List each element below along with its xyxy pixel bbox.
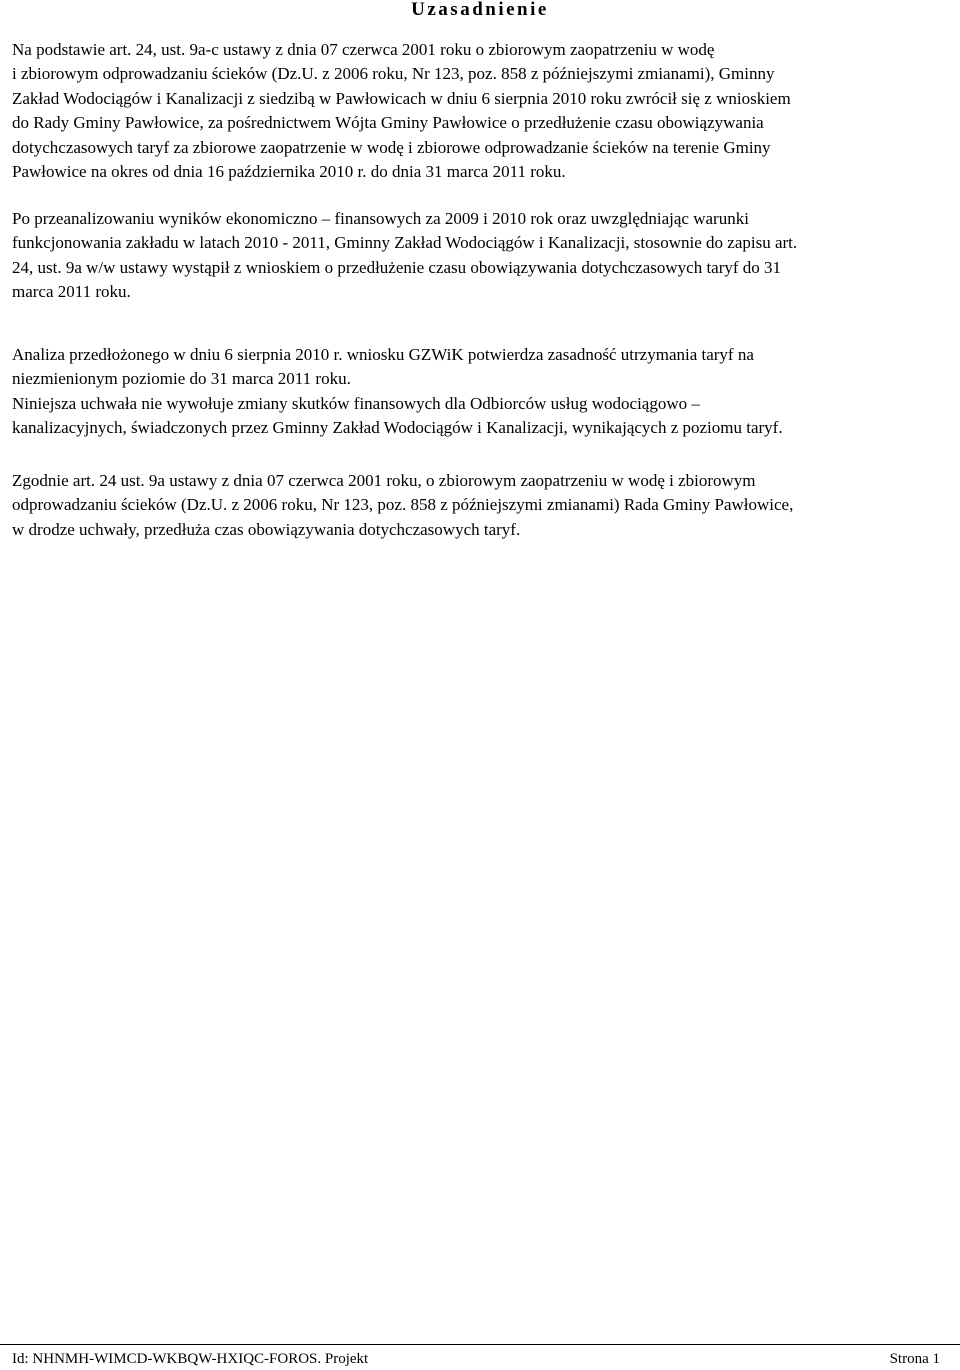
paragraph-line: Niniejsza uchwała nie wywołuje zmiany skutków finansowych dla Odbiorców usług wodociągowo – [12, 393, 700, 413]
paragraph-decision [12, 469, 960, 542]
paragraph-line: dotychczasowych taryf za zbiorowe zaopatrzenie w wodę i zbiorowe odprowadzanie ścieków na terenie Gminy [12, 137, 771, 157]
paragraph-line: Analiza przedłożonego w dniu 6 sierpnia 2010 r. wniosku GZWiK potwierdza zasadność utrzymania taryf na [12, 345, 754, 364]
paragraph-line: Zgodnie art. 24 ust. 9a ustawy z dnia 07 czerwca 2001 roku, o zbiorowym zaopatrzeniu w wodę i zbiorowym [12, 471, 756, 490]
paragraph-line: niezmienionym poziomie do 31 marca 2011 roku. [12, 369, 351, 389]
paragraph-line: 24, ust. 9a w/w ustawy wystąpił z wnioskiem o przedłużenie czasu obowiązywania dotychczasowych taryf do 31 [12, 257, 782, 277]
footer-document-id: Id: NHNMH-WIMCD-WKBQW-HXIQC-FOROS. Projekt [12, 1351, 369, 1367]
paragraph-conclusion [12, 343, 960, 441]
paragraph-line: kanalizacyjnych, świadczonych przez Gminny Zakład Wodociągów i Kanalizacji, wynikających z poziomu taryf. [12, 418, 783, 438]
paragraph-analysis [12, 207, 960, 305]
paragraph-line: i zbiorowym odprowadzaniu ścieków (Dz.U. z 2006 roku, Nr 123, poz. 858 z późniejszymi zmianami), Gminny [12, 64, 775, 84]
paragraph-line: Po przeanalizowaniu wyników ekonomiczno – finansowych za 2009 i 2010 rok oraz uwzględniając warunki [12, 209, 749, 228]
paragraph-line: do Rady Gminy Pawłowice, za pośrednictwem Wójta Gminy Pawłowice o przedłużenie czasu obowiązywania [12, 113, 764, 133]
paragraph-line: Zakład Wodociągów i Kanalizacji z siedzibą w Pawłowicach w dniu 6 sierpnia 2010 roku zwrócił się z wnioskiem [12, 88, 791, 108]
document-title: Uzasadnienie [411, 0, 549, 20]
paragraph-line: funkcjonowania zakładu w latach 2010 - 2011, Gminny Zakład Wodociągów i Kanalizacji, stosownie do zapisu art. [12, 233, 798, 253]
paragraph-legal-basis [12, 38, 960, 184]
paragraph-line: odprowadzaniu ścieków (Dz.U. z 2006 roku, Nr 123, poz. 858 z późniejszymi zmianami) Rada Gminy Pawłowice, [12, 495, 794, 515]
paragraph-line: w drodze uchwały, przedłuża czas obowiązywania dotychczasowych taryf. [12, 519, 521, 539]
footer-page-number: Strona 1 [889, 1351, 940, 1367]
paragraph-line: Pawłowice na okres od dnia 16 października 2010 r. do dnia 31 marca 2011 roku. [12, 162, 566, 182]
paragraph-line: Na podstawie art. 24, ust. 9a-c ustawy z dnia 07 czerwca 2001 roku o zbiorowym zaopatrzeniu w wodę [12, 40, 715, 59]
paragraph-line: marca 2011 roku. [12, 282, 131, 302]
footer-divider [0, 1344, 960, 1345]
